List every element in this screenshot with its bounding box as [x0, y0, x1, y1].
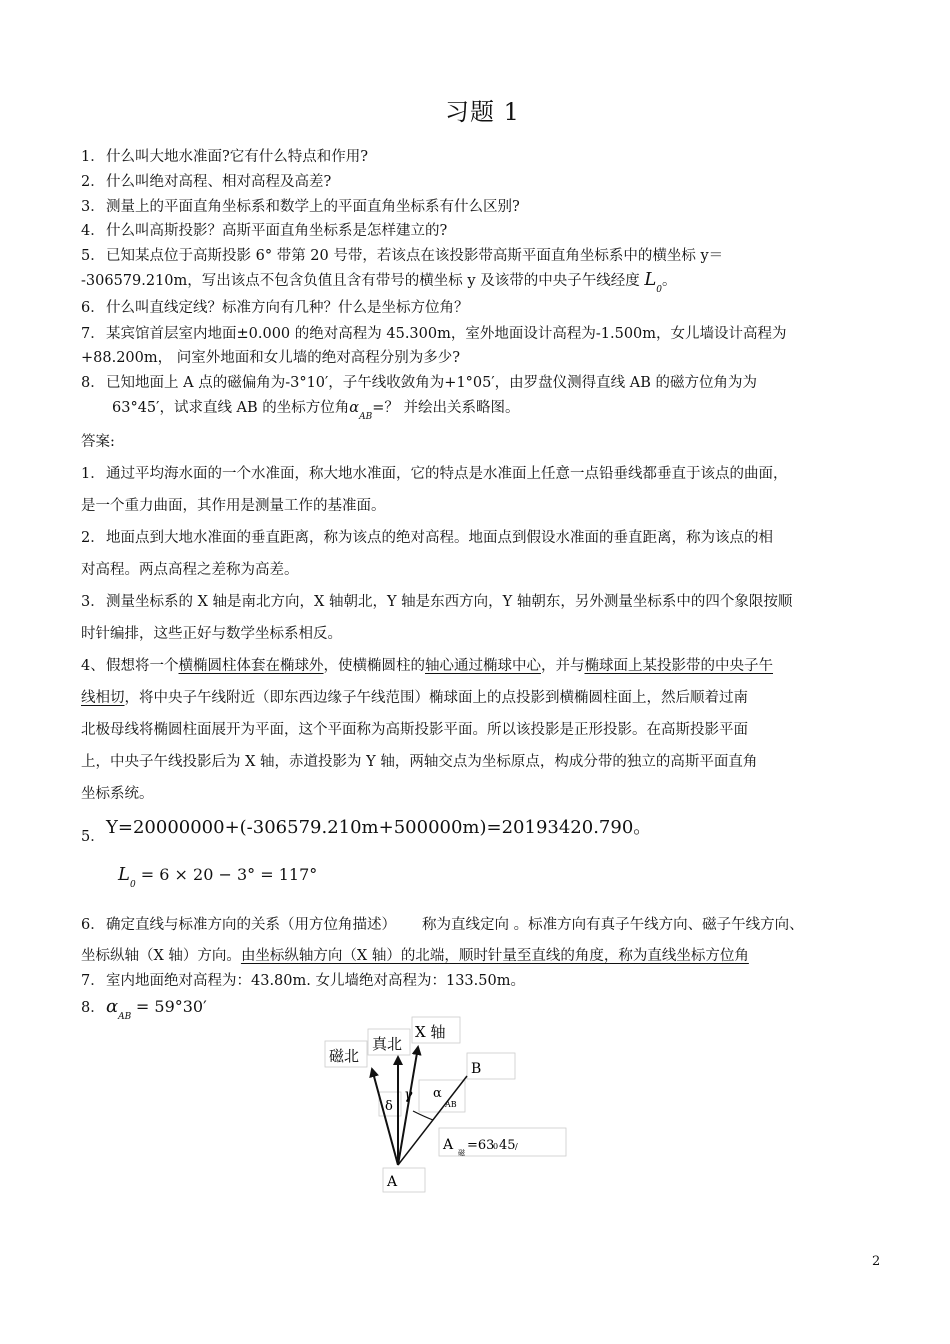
alpha-label: α	[433, 1086, 442, 1101]
question-6: 6．什么叫直线定线？标准方向有几种？什么是坐标方位角？	[81, 300, 469, 316]
a-mag-prime: /	[515, 1142, 518, 1151]
answer-6-line2: 坐标纵轴（X 轴）方向。由坐标纵轴方向（X 轴）的北端，顺时针量至直线的角度，称为直线坐标方位角	[81, 948, 749, 964]
azimuth-diagram	[315, 1012, 575, 1197]
answer-5: 5．Y=20000000+(-306579.210m+500000m)=20193420.790。	[81, 817, 652, 845]
answer-2: 2．地面点到大地水准面的垂直距离，称为该点的绝对高程。地面点到假设水准面的垂直距离，称为该点的相	[81, 530, 773, 546]
question-1: 1．什么叫大地水准面?它有什么特点和作用?	[81, 149, 369, 165]
page-number: 2	[872, 1254, 881, 1269]
answer-4: 4、假想将一个横椭圆柱体套在椭球外，使横椭圆柱的轴心通过椭球中心，并与椭球面上某投影带的中央子午	[81, 658, 773, 674]
answer-1: 1．通过平均海水面的一个水准面，称大地水准面，它的特点是水准面上任意一点铅垂线都垂直于该点的曲面，	[81, 466, 788, 482]
answer-7: 7．室内地面绝对高程为：43.80m. 女儿墙绝对高程为：133.50m。	[81, 973, 525, 989]
answer-4-line5: 坐标系统。	[81, 786, 154, 802]
x-axis-label: X 轴	[415, 1023, 446, 1041]
a-mag-sub: 磁	[458, 1149, 465, 1157]
answers-label: 答案:	[81, 434, 115, 450]
a-mag-value: =63	[467, 1138, 495, 1153]
answer-3-line2: 时针编排，这些正好与数学坐标系相反。	[81, 626, 342, 642]
answer-4-line3: 北极母线将椭圆柱面展开为平面，这个平面称为高斯投影平面。所以该投影是正形投影。在高斯投影平面	[81, 722, 748, 738]
question-7-line2: +88.200m， 问室外地面和女儿墙的绝对高程分别为多少?	[81, 350, 461, 366]
mag-north-arrow	[372, 1069, 398, 1165]
question-8: 8．已知地面上 A 点的磁偏角为-3°10′，子午线收敛角为+1°05′，由罗盘仪测得直线 AB 的磁方位角为为	[81, 375, 758, 391]
answer-8: 8．$\alpha_{AB} = 59^\circ 30'$	[81, 996, 207, 1022]
answer-2-line2: 对高程。两点高程之差称为高差。	[81, 562, 299, 578]
answer-6: 6．确定直线与标准方向的关系（用方位角描述） 称为直线定向 。标准方向有真子午线方向、磁子午线方向、	[81, 917, 804, 933]
question-4: 4．什么叫高斯投影？高斯平面直角坐标系是怎样建立的?	[81, 223, 448, 239]
question-8-line2: 63°45′，试求直线 AB 的坐标方位角$\alpha_{AB}=$？ 并绘出关系略图。	[112, 400, 520, 422]
answer-1-line2: 是一个重力曲面，其作用是测量工作的基准面。	[81, 498, 386, 514]
mag-north-label: 磁北	[329, 1047, 360, 1065]
answer-4-line2: 线相切，将中央子午线附近（即东西边缘子午线范围）椭球面上的点投影到横椭圆柱面上，然后顺着过南	[81, 690, 748, 706]
true-north-label: 真北	[372, 1035, 403, 1053]
gamma-label: γ	[404, 1087, 413, 1103]
question-3: 3．测量上的平面直角坐标系和数学上的平面直角坐标系有什么区别?	[81, 199, 520, 215]
answer-4-line4: 上，中央子午线投影后为 X 轴，赤道投影为 Y 轴，两轴交点为坐标原点，构成分带的独立的高斯平面直角	[81, 754, 758, 770]
alpha-sub-label: AB	[445, 1100, 457, 1109]
delta-label: δ	[385, 1099, 393, 1114]
question-2: 2．什么叫绝对高程、相对高程及高差?	[81, 174, 332, 190]
question-5: 5．已知某点位于高斯投影 6° 带第 20 号带，若该点在该投影带高斯平面直角坐标系中的横坐标 y＝	[81, 248, 724, 264]
a-mag-label: A	[443, 1137, 454, 1153]
page-title: 习题 1	[445, 98, 520, 126]
point-b-label: B	[471, 1061, 482, 1077]
a-mag-min: 45	[499, 1138, 516, 1153]
question-7: 7．某宾馆首层室内地面±0.000 的绝对高程为 45.300m，室外地面设计高程为-1.500m，女儿墙设计高程为	[81, 326, 787, 342]
answer-5-formula: $L_0 = 6 \times 20 - 3^\circ = 117^\circ$	[118, 864, 318, 890]
point-a-label: A	[387, 1174, 398, 1190]
answer-3: 3．测量坐标系的 X 轴是南北方向，X 轴朝北，Y 轴是东西方向，Y 轴朝东，另外测量坐标系中的四个象限按顺	[81, 594, 793, 610]
question-5-line2: -306579.210m，写出该点不包含负值且含有带号的横坐标 y 及该带的中央子午线经度 $L_0$。	[81, 269, 677, 295]
a-mag-deg: 0	[493, 1142, 499, 1151]
